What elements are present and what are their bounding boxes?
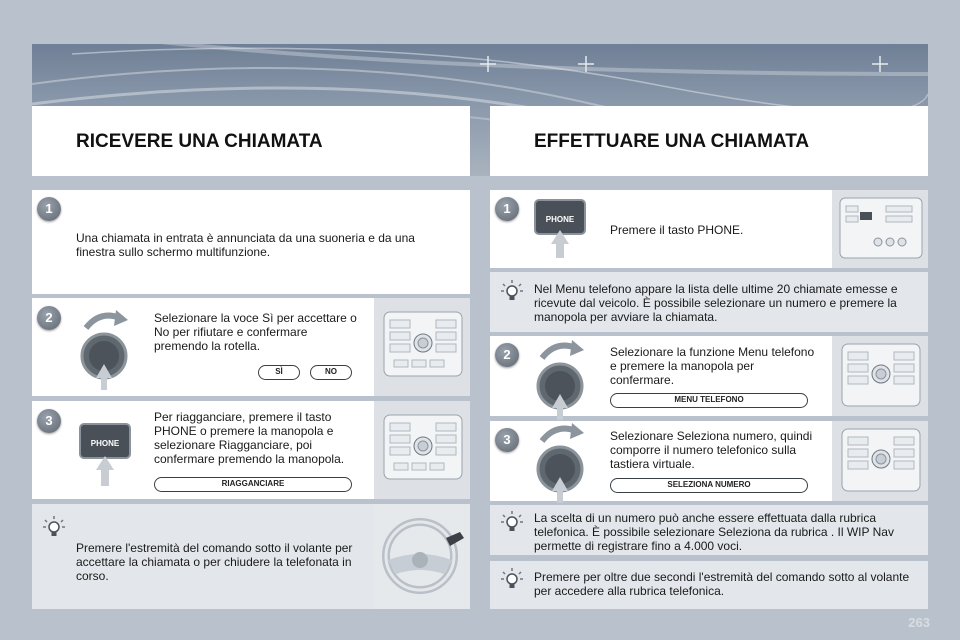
right-section-title: EFFETTUARE UNA CHIAMATA: [534, 131, 810, 152]
radio-console-image: [374, 401, 470, 499]
hang-up-button[interactable]: RIAGGANCIARE: [154, 477, 352, 492]
steering-wheel-image: [374, 504, 470, 609]
right-title-box: [490, 106, 928, 176]
step-number-badge: 1: [37, 197, 61, 221]
radio-console-image: [832, 336, 928, 416]
phone-button-label: PHONE: [90, 439, 120, 448]
lightbulb-icon: [500, 567, 524, 591]
yes-button[interactable]: SÌ: [258, 365, 300, 380]
phone-button-label: PHONE: [545, 215, 575, 224]
knob-icon: [78, 308, 138, 390]
right-step2-text: Selezionare la funzione Menu telefono e premere la manopola per confermare.: [610, 345, 815, 387]
radio-console-icon: [374, 298, 470, 396]
phone-button-icon: [78, 418, 132, 488]
radio-console-icon: [374, 401, 470, 499]
page-number: 263: [908, 615, 930, 630]
left-step1-text: Una chiamata in entrata è annunciata da una suoneria e da una finestra sullo schermo multifunzione.: [76, 231, 415, 259]
phone-button-icon: [533, 196, 587, 260]
right-tip2-text: La scelta di un numero può anche essere effettuata dalla rubrica telefonica. È possibile selezionare Seleziona da rubrica . Il WIP Nav permette di registrare fino a 4.000 voci.: [534, 511, 894, 553]
step-number-badge: 2: [37, 306, 61, 330]
radio-console-icon: [832, 421, 928, 501]
step-number-badge: 2: [495, 343, 519, 367]
steering-wheel-icon: [374, 504, 470, 609]
step-number-badge: 3: [37, 409, 61, 433]
radio-console-image: [832, 421, 928, 501]
lightbulb-icon: [500, 510, 524, 534]
radio-console-image: [374, 298, 470, 396]
radio-console-icon: [832, 336, 928, 416]
step-number-badge: 1: [495, 197, 519, 221]
phone-menu-button[interactable]: MENU TELEFONO: [610, 393, 808, 408]
radio-console-image: [832, 190, 928, 268]
left-step2-text: Selezionare la voce Sì per accettare o No per rifiutare e confermare premendo la rotella.: [154, 311, 357, 353]
lightbulb-icon: [500, 279, 524, 303]
left-tip-text: Premere l'estremità del comando sotto il volante per accettare la chiamata o per chiudere la telefonata in corso.: [76, 541, 353, 583]
lightbulb-icon: [42, 515, 66, 539]
step-number-badge: 3: [495, 428, 519, 452]
right-tip1-text: Nel Menu telefono appare la lista delle ultime 20 chiamate emesse e ricevute dal veicolo. È possibile selezionare un numero e premere la manopola per avviare la chiamata.: [534, 282, 898, 324]
radio-console-icon: [832, 190, 928, 268]
knob-icon: [534, 421, 594, 503]
right-step1-text: Premere il tasto PHONE.: [610, 223, 744, 237]
knob-icon: [534, 338, 594, 420]
no-button[interactable]: NO: [310, 365, 352, 380]
left-step3-text: Per riagganciare, premere il tasto PHONE o premere la manopola e selezionare Riagganciare, poi confermare premendo la manopola.: [154, 410, 345, 466]
left-section-title: RICEVERE UNA CHIAMATA: [76, 131, 323, 152]
right-tip3-text: Premere per oltre due secondi l'estremità del comando sotto al volante per accedere alla rubrica telefonica.: [534, 570, 910, 598]
left-title-box: [32, 106, 470, 176]
right-step3-text: Selezionare Seleziona numero, quindi comporre il numero telefonico sulla tastiera virtuale.: [610, 429, 813, 471]
select-number-button[interactable]: SELEZIONA NUMERO: [610, 478, 808, 493]
